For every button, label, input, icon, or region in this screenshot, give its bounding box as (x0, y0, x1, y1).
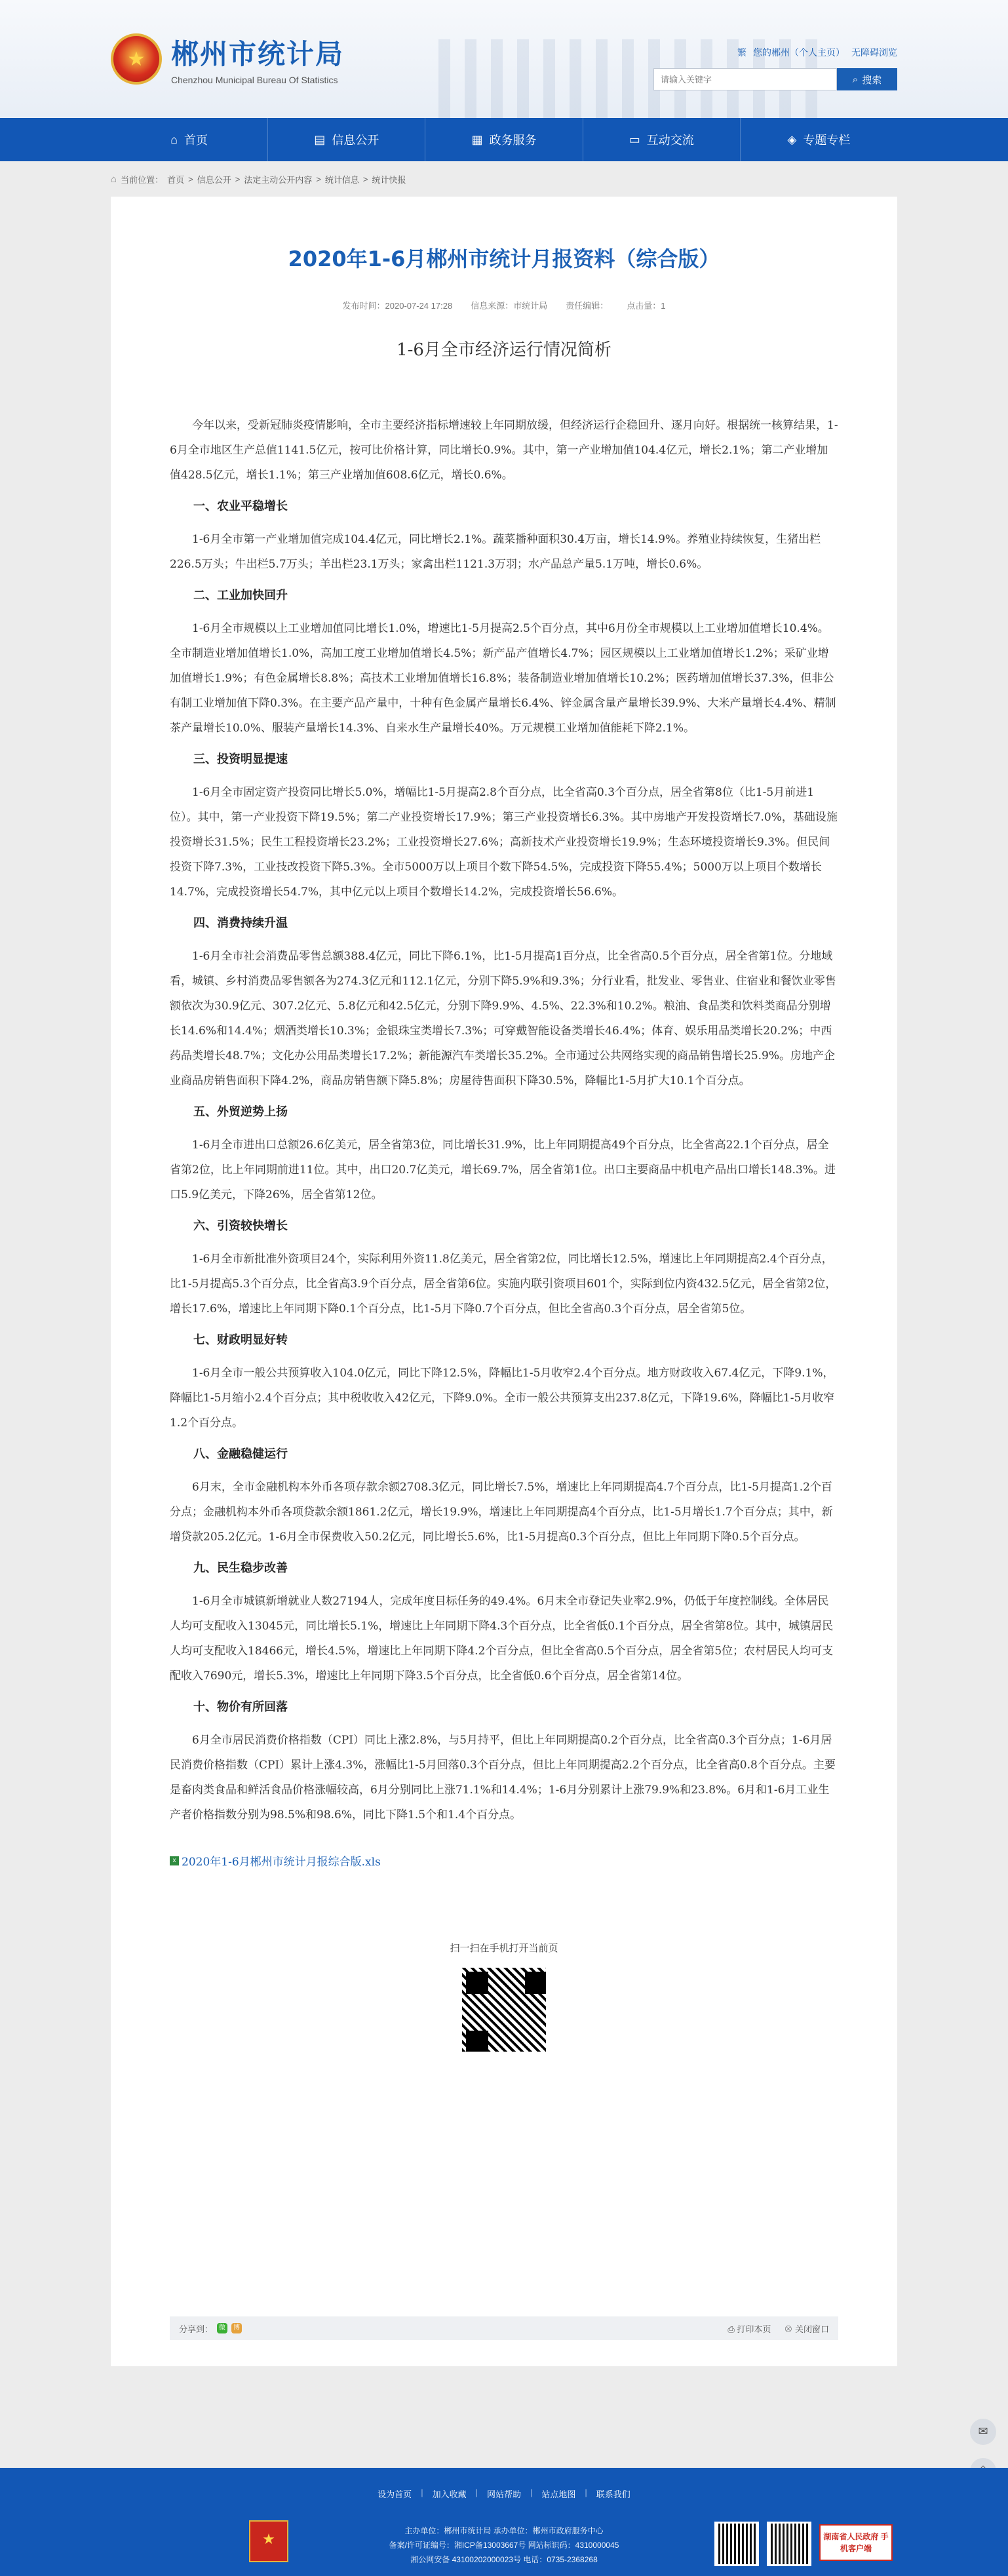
qr-section (170, 1941, 838, 2054)
breadcrumb-item-home[interactable]: 首页 (167, 174, 185, 185)
editor: 责任编辑： (566, 301, 609, 311)
search-icon: ⌕ (852, 73, 859, 85)
site-name-en: Chenzhou Municipal Bureau Of Statistics (171, 75, 338, 85)
section-body: 6月末，全市金融机构本外币各项存款余额2708.3亿元，同比增长7.5%，增速比上年同期提高4.7个百分点，比1-5月提高1.2个百分点；金融机构本外币各项贷款余额1861.2亿元，增长19.9%，增速比上年同期提高4个百分点，比1-5月增长1.7个百分点；其中，新增贷款205.2亿元。1-6月全市保费收入50.2亿元，同比增长5.6%，比1-5月提高0.3个百分点，但比上年同期下降0.5个百分点。 (170, 1481, 833, 1544)
footer-qr-code-wechat (714, 2522, 759, 2566)
article-title: 2020年1-6月郴州市统计月报资料（综合版） (288, 246, 720, 271)
excel-file-icon: x (170, 1856, 179, 1865)
section-body: 6月全市居民消费价格指数（CPI）同比上涨2.8%，与5月持平，但比上年同期提高0.2个百分点，比全省高0.3个百分点；1-6月居民消费价格指数（CPI）累计上涨4.3%，涨幅比1-5月回落0.3个百分点，但比上年同期提高2.2个百分点，比全省高0.8个百分点。主要是畜肉类食品和鲜活食品价格涨幅较高，6月分别同比上涨71.1%和14.4%；1-6月分别累计上涨79.9%和23.8%。6月和1-6月工业生产者价格指数分别为98.5%和98.6%，同比下降1.5个和1.4个百分点。 (170, 1734, 836, 1822)
footer-separator: | (530, 2488, 533, 2497)
nav-item-label: 互动交流 (646, 134, 694, 147)
qr-label: 扫一扫在手机打开当前页 (450, 1943, 558, 1954)
breadcrumb-item-statistics-info[interactable]: 统计信息 (324, 174, 359, 185)
section-heading: 三、投资明显提速 (193, 752, 288, 766)
top-links (737, 46, 897, 59)
chat-icon: ▭ (629, 132, 640, 146)
weibo-share-icon[interactable]: 博 (231, 2323, 242, 2333)
breadcrumb-separator: > (235, 174, 241, 184)
nav-item-label: 专题专栏 (803, 134, 851, 147)
site-header (0, 0, 1008, 118)
section-heading: 一、农业平稳增长 (193, 499, 288, 513)
section-heading: 九、民生稳步改善 (193, 1561, 288, 1575)
section-heading: 四、消费持续升温 (193, 916, 288, 930)
section-body: 1-6月全市第一产业增加值完成104.4亿元，同比增长2.1%。蔬菜播种面积30.4万亩，增长14.9%。养殖业持续恢复，生猪出栏226.5万头；牛出栏5.7万头；羊出栏23.1万头；家禽出栏1121.3万羽；水产品总产量5.1万吨，增长0.6%。 (170, 533, 821, 571)
footer-links (0, 2468, 1008, 2500)
breadcrumb-item-statutory[interactable]: 法定主动公开内容 (244, 174, 313, 185)
footer-link-add-favorite[interactable]: 加入收藏 (432, 2489, 467, 2499)
section-heading: 二、工业加快回升 (193, 589, 288, 602)
footer-link-set-homepage[interactable]: 设为首页 (378, 2489, 412, 2499)
print-label: 打印本页 (737, 2324, 771, 2334)
footer-icp: 备案/许可证编号：湘ICP备13003667号 网站标识码：4310000045 (389, 2541, 619, 2550)
section-body: 1-6月全市规模以上工业增加值同比增长1.0%，增速比1-5月提高2.5个百分点，其中6月份全市规模以上工业增加值增长10.4%。全市制造业增加值增长1.0%，高加工度工业增加值增长4.5%；新产品产值增长4.7%；园区规模以上工业增加值增长1.2%；采矿业增加值增长1.9%；有色金属增长8.8%；高技术工业增加值增长16.8%；装备制造业增加值增长10.2%；医药增加值增长37.3%，但非公有制工业增加值下降0.3%。在主要产品产量中，十种有色金属产量增长6.4%、锌金属含量产量增长39.9%、大米产量增长4.4%、精制茶产量增长10.0%、服装产量增长14.3%、自来水生产量增长40%。万元规模工业增加值能耗下降2.1%。 (170, 622, 836, 735)
breadcrumb-separator: > (188, 174, 193, 184)
section-heading: 五、外贸逆势上扬 (193, 1105, 288, 1119)
attachment-filename: 2020年1-6月郴州市统计月报综合版.xls (182, 1856, 381, 1869)
wechat-icon[interactable]: ✉ (970, 2419, 996, 2445)
footer-police-record: 湘公网安备 43100202000023号 电话：0735-2368268 (410, 2555, 598, 2564)
nav-item-label: 政务服务 (489, 134, 537, 147)
section-body: 1-6月全市社会消费品零售总额388.4亿元，同比下降6.1%，比1-5月提高1百分点，比全省高0.5个百分点，居全省第1位。分地域看，城镇、乡村消费品零售额各为274.3亿元和112.1亿元，分别下降5.9%和9.3%；分行业看，批发业、零售业、住宿业和餐饮业零售额依次为30.9亿元、307.2亿元、5.8亿元和42.5亿元，分别下降9.9%、4.5%、22.3%和10.2%。粮油、食品类和饮料类商品分别增长14.6%和14.4%；烟酒类增长10.3%；金银珠宝类增长7.3%；可穿戴智能设备类增长46.4%；体育、娱乐用品类增长20.2%；中西药品类增长48.7%；文化办公用品类增长17.2%；新能源汽车类增长35.2%。全市通过公共网络实现的商品销售增长25.9%。房地产企业商品房销售面积下降4.2%，商品房销售额下降5.8%；房屋待售面积下降30.5%，降幅比1-5月扩大10.1个百分点。 (170, 950, 836, 1087)
breadcrumb-prefix: 当前位置： (121, 174, 164, 185)
nav-item-special-topics[interactable] (741, 118, 897, 161)
close-icon: ⊗ (784, 2324, 795, 2334)
search-input[interactable] (653, 68, 837, 90)
view-count: 点击量：1 (627, 301, 666, 311)
printer-icon: ⎙ (727, 2324, 737, 2334)
hunan-gov-app-badge[interactable]: 湖南省人民政府 手机客户端 (819, 2524, 893, 2561)
main-nav (0, 118, 1008, 161)
qr-code (459, 1965, 549, 2054)
section-body: 1-6月全市城镇新增就业人数27194人，完成年度目标任务的49.4%。6月末全市登记失业率2.9%，仍低于年度控制线。全体居民人均可支配收入13045元，同比增长5.1%，增速比上年同期下降4.3个百分点，比全省低0.1个百分点，居全省第8位。其中，城镇居民人均可支配收入18466元，增长4.5%，增速比上年同期下降4.2个百分点，但比全省高0.5个百分点，居全省第5位；农村居民人均可支配收入7690元，增长5.3%，增速比上年同期下降3.5个百分点，比全省低0.6个百分点，居全省第14位。 (170, 1595, 834, 1683)
site-footer (0, 2468, 1008, 2576)
breadcrumb-item-info-disclosure[interactable]: 信息公开 (197, 174, 231, 185)
share-bar (170, 2316, 838, 2340)
article-panel (111, 197, 897, 2366)
grid-icon: ▦ (471, 132, 483, 146)
nav-item-info-disclosure[interactable] (268, 118, 425, 161)
footer-separator: | (585, 2488, 587, 2497)
footer-sponsor: 主办单位：郴州市统计局 承办单位：郴州市政府服务中心 (404, 2526, 604, 2535)
section-body: 1-6月全市一般公共预算收入104.0亿元，同比下降12.5%，降幅比1-5月收窄2.4个百分点。地方财政收入67.4亿元，下降9.1%，降幅比1-5月缩小2.4个百分点；其中税收收入42亿元，下降9.0%。全市一般公共预算支出237.8亿元，下降19.6%，降幅比1-5月收窄1.2个百分点。 (170, 1367, 835, 1430)
section-body: 1-6月全市进出口总额26.6亿美元，居全省第3位，同比增长31.9%，比上年同期提高49个百分点，比全省高22.1个百分点，居全省第2位，比上年同期前进11位。其中，出口20.7亿美元，增长69.7%，居全省第1位。出口主要商品中机电产品出口增长148.3%。进口5.9亿美元，下降26%，居全省第12位。 (170, 1139, 836, 1201)
nav-item-gov-services[interactable] (425, 118, 583, 161)
close-label: 关闭窗口 (794, 2324, 829, 2334)
breadcrumb-separator: > (316, 174, 321, 184)
section-heading: 七、财政明显好转 (193, 1333, 288, 1347)
info-source: 信息来源：市统计局 (471, 301, 548, 311)
breadcrumb (111, 161, 897, 197)
document-icon: ▤ (314, 132, 326, 146)
wechat-share-icon[interactable]: 微 (217, 2323, 227, 2333)
share-label: 分享到： (179, 2324, 214, 2334)
footer-link-help[interactable]: 网站帮助 (486, 2489, 521, 2499)
home-icon: ⌂ (170, 132, 178, 146)
traditional-chinese-link[interactable]: 繁 (737, 47, 746, 58)
accessibility-link[interactable]: 无障碍浏览 (851, 47, 897, 58)
close-window-button[interactable] (784, 2322, 829, 2335)
nav-item-label: 信息公开 (332, 134, 379, 147)
nav-item-home[interactable] (111, 118, 268, 161)
article-meta (170, 299, 838, 311)
publish-time: 发布时间：2020-07-24 17:28 (342, 301, 453, 311)
footer-separator: | (475, 2488, 478, 2497)
personal-homepage-link[interactable]: 您的郴州（个人主页） (753, 47, 845, 58)
national-emblem-icon (111, 33, 162, 85)
search-bar (653, 68, 897, 90)
article-subtitle: 1-6月全市经济运行情况简析 (397, 340, 611, 360)
section-heading: 十、物价有所回落 (193, 1700, 288, 1714)
search-button-label: 搜索 (862, 74, 882, 86)
section-body: 1-6月全市新批准外资项目24个，实际利用外资11.8亿美元，居全省第2位，同比增长12.5%，增速比上年同期提高2.4个百分点，比1-5月提高5.3个百分点，比全省高3.9个百分点，居全省第6位。实施内联引资项目601个，实际到位内资432.5亿元，居全省第2位，增长17.6%，增速比上年同期下降0.1个百分点，比1-5月下降0.7个百分点，但比全省高0.3个百分点，居全省第5位。 (170, 1253, 837, 1316)
nav-item-interaction[interactable] (583, 118, 741, 161)
print-button[interactable] (727, 2322, 771, 2335)
site-name: 郴州市统计局 (171, 38, 345, 70)
section-heading: 八、金融稳健运行 (193, 1447, 288, 1461)
footer-link-sitemap[interactable]: 站点地图 (541, 2489, 576, 2499)
breadcrumb-item-statistics-bulletin[interactable]: 统计快报 (372, 174, 406, 185)
footer-link-contact[interactable]: 联系我们 (596, 2489, 630, 2499)
nav-item-label: 首页 (184, 134, 208, 147)
section-heading: 六、引资较快增长 (193, 1219, 288, 1233)
lead-paragraph: 今年以来，受新冠肺炎疫情影响，全市主要经济指标增速较上年同期放缓，但经济运行企稳回升、逐月向好。根据统一核算结果，1-6月全市地区生产总值1141.5亿元，按可比价格计算，同比增长0.9%。其中，第一产业增加值104.4亿元，增长2.1%；第二产业增加值428.5亿元，增长1.1%；第三产业增加值608.6亿元，增长0.6%。 (170, 419, 838, 482)
location-icon: ⌂ (111, 173, 117, 185)
attachment-link[interactable] (170, 1852, 838, 1869)
article-content (170, 413, 838, 1869)
layers-icon: ◈ (787, 132, 797, 146)
breadcrumb-separator: > (362, 174, 368, 184)
section-body: 1-6月全市固定资产投资同比增长5.0%，增幅比1-5月提高2.8个百分点，比全省高0.3个百分点，居全省第8位（比1-5月前进1位）。其中，第一产业投资下降19.5%；第二产业投资增长17.9%；第三产业投资增长6.3%。其中房地产开发投资增长7.0%，基础设施投资增长31.5%；民生工程投资增长23.2%；工业投资增长27.6%；高新技术产业投资增长19.9%；生态环境投资增长9.3%。但民间投资下降7.3%，工业技改投资下降5.3%。全市5000万以上项目个数下降54.5%，完成投资下降55.4%；5000万以上项目个数增长14.7%，完成投资增长54.7%，其中亿元以上项目个数增长14.2%，完成投资增长56.6%。 (170, 786, 838, 899)
site-logo[interactable] (111, 33, 344, 85)
footer-separator: | (421, 2488, 423, 2497)
search-button[interactable] (837, 68, 897, 90)
footer-qr-code-weibo (767, 2522, 811, 2566)
